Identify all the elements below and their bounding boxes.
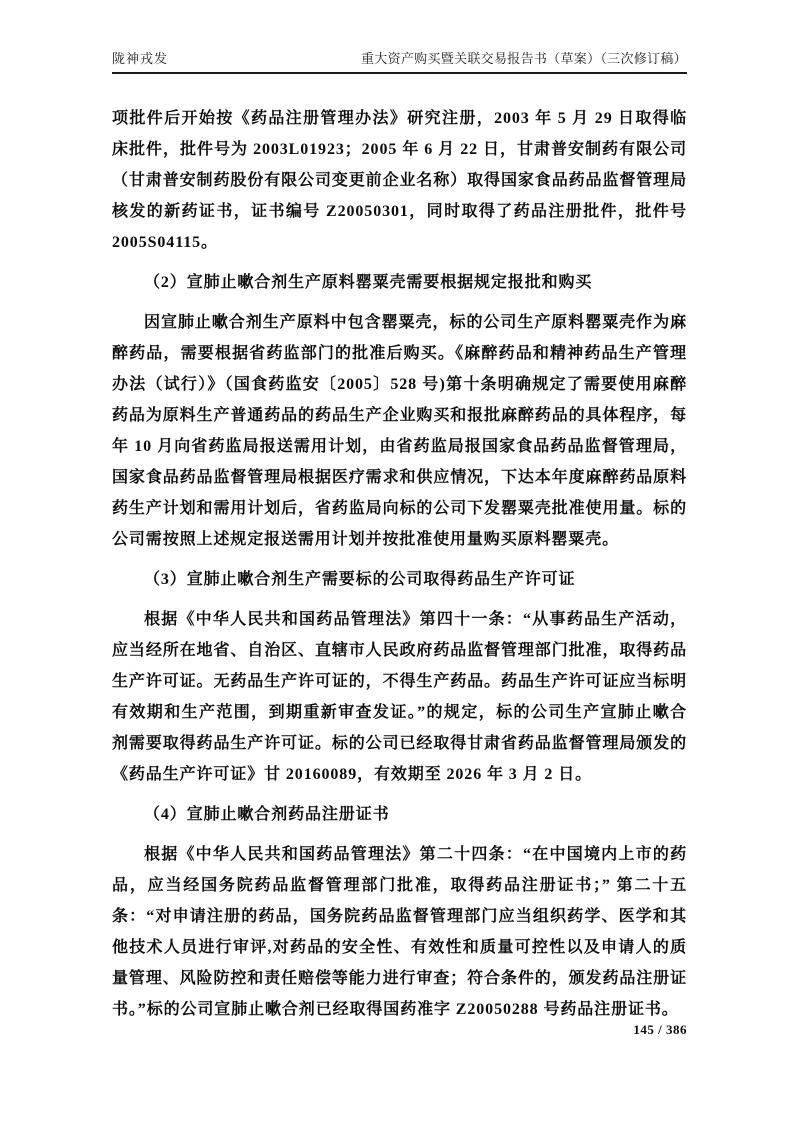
heading-section-3: （3）宣肺止嗽合剂生产需要标的公司取得药品生产许可证	[144, 571, 576, 588]
page-header	[112, 48, 687, 74]
paragraph-registration-approval: 项批件后开始按《药品注册管理办法》研究注册，2003 年 5 月 29 日取得临床批件，批件号为 2003L01923；2005 年 6 月 22 日，甘肃普安制药有限公司（甘肃普安制药股份有限公司变更前企业名称）取得国家食品药品监督管理局核发的新药证书，证书编号 Z20050301，同时取得了药品注册批件，批件号 2005S04115。	[112, 110, 687, 251]
heading-section-4: （4）宣肺止嗽合剂药品注册证书	[144, 806, 390, 823]
header-company-name: 陇神戎发	[112, 51, 169, 66]
document-body	[112, 103, 687, 1025]
paragraph-poppy-husk-procurement: 因宣肺止嗽合剂生产原料中包含罂粟壳，标的公司生产原料罂粟壳作为麻醉药品，需要根据省药监部门的批准后购买。《麻醉药品和精神药品生产管理办法（试行）》（国食药监安〔2005〕528 号)第十条明确规定了需要使用麻醉药品为原料生产普通药品的药品生产企业购买和报批麻醉药品的具体程序，每年 10 月向省药监局报送需用计划，由省药监局报国家食品药品监督管理局，国家食品药品监督管理局根据医疗需求和供应情况，下达本年度麻醉药品原料药生产计划和需用计划后，省药监局向标的公司下发罂粟壳批准使用量。标的公司需按照上述规定报送需用计划并按批准使用量购买原料罂粟壳。	[112, 314, 687, 548]
header-report-title: 重大资产购买暨关联交易报告书（草案）（三次修订稿）	[360, 51, 687, 66]
paragraph-drug-registration-certificate: 根据《中华人民共和国药品管理法》第二十四条：“在中国境内上市的药品，应当经国务院药品监督管理部门批准，取得药品注册证书；” 第二十五条：“对申请注册的药品，国务院药品监督管理部门应当组织药学、医学和其他技术人员进行审评,对药品的安全性、有效性和质量可控性以及申请人的质量管理、风险防控和责任赔偿等能力进行审查；符合条件的，颁发药品注册证书。”标的公司宣肺止嗽合剂已经取得国药准字 Z20050288 号药品注册证书。	[112, 846, 687, 1018]
heading-section-2: （2）宣肺止嗽合剂生产原料罂粟壳需要根据规定报批和购买	[144, 274, 593, 291]
paragraph-production-license: 根据《中华人民共和国药品管理法》第四十一条：“从事药品生产活动，应当经所在地省、自治区、直辖市人民政府药品监督管理部门批准，取得药品生产许可证。无药品生产许可证的，不得生产药品。药品生产许可证应当标明有效期和生产范围，到期重新审查发证。”的规定，标的公司生产宣肺止嗽合剂需要取得药品生产许可证。标的公司已经取得甘肃省药品监督管理局颁发的《药品生产许可证》甘 20160089，有效期至 2026 年 3 月 2 日。	[112, 611, 687, 783]
page-number: 145 / 386	[633, 1022, 687, 1037]
page-content	[112, 48, 687, 1034]
